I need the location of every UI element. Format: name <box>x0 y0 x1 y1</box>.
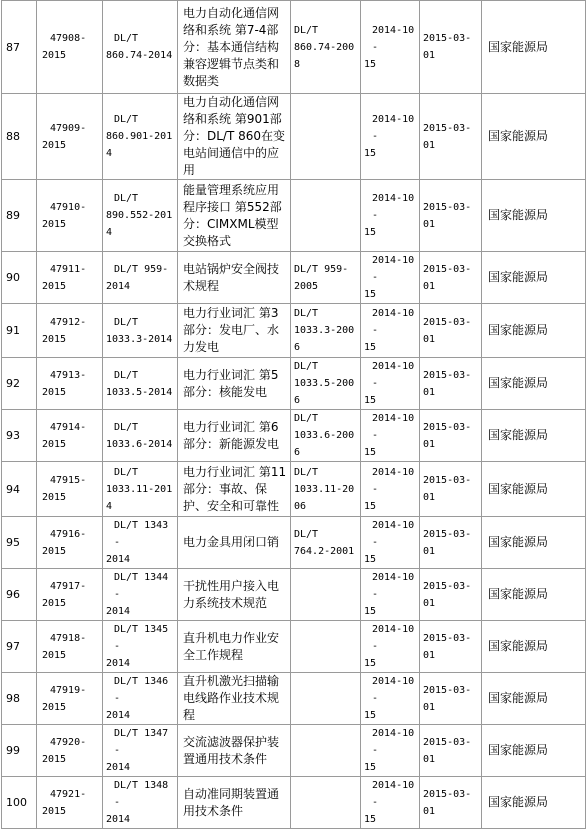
cell-code-a: DL/T <box>114 114 139 125</box>
cell-pub-b: 15 <box>364 447 377 458</box>
cell-pub-b: 15 <box>364 500 377 512</box>
table-row <box>2 621 586 673</box>
standard-title <box>178 252 291 304</box>
cell-rec-b: 2015 <box>42 805 67 817</box>
cell-code-b: 860.74-2014 <box>106 50 173 61</box>
cell-code-b: 2014 <box>106 814 131 825</box>
cell-code-b: 2014 <box>106 658 131 669</box>
standard-code <box>103 180 178 252</box>
standard-title <box>178 621 291 673</box>
implement-date <box>420 94 482 180</box>
cell-rec-a: 47916- <box>50 528 87 540</box>
cell-rep-b: 2005 <box>294 280 319 292</box>
cell-pub-b: 15 <box>364 227 377 238</box>
cell-dept: 国家能源局 <box>488 587 549 601</box>
cell-no: 93 <box>6 429 20 442</box>
cell-rec-a: 47920- <box>50 736 87 748</box>
table-row <box>2 569 586 621</box>
approving-department <box>482 180 586 252</box>
cell-impl-a: 2015-03- <box>423 33 472 44</box>
cell-impl-b: 01 <box>423 492 436 503</box>
cell-code-b: 890.552-2014 <box>106 210 173 238</box>
approving-department <box>482 1 586 94</box>
cell-rec-b: 2015 <box>42 280 67 292</box>
cell-impl-b: 01 <box>423 218 436 230</box>
approving-department <box>482 517 586 569</box>
standard-code <box>103 358 178 410</box>
table-row <box>2 304 586 358</box>
replaced-standard <box>291 304 361 358</box>
cell-title: 交流滤波器保护装置通用技术条件 <box>183 734 280 766</box>
cell-title: 电力行业词汇 第11部分：事故、保护、安全和可靠性 <box>183 464 287 513</box>
cell-impl-a: 2015-03- <box>423 528 472 540</box>
cell-rep-b: 1033.11-2006 <box>294 483 355 512</box>
standard-title <box>178 673 291 725</box>
cell-rec-b: 2015 <box>42 701 67 713</box>
cell-pub-b: 15 <box>364 342 377 353</box>
cell-impl-a: 2015-03- <box>423 421 472 433</box>
cell-pub-b: 15 <box>364 58 377 70</box>
cell-rec-a: 47909- <box>50 122 87 134</box>
cell-impl-a: 2015-03- <box>423 788 472 800</box>
cell-dept: 国家能源局 <box>488 270 549 284</box>
cell-code-a: DL/T <box>114 316 139 328</box>
cell-rec-a: 47914- <box>50 421 87 433</box>
cell-pub-a: 2014-10- <box>372 24 415 53</box>
cell-impl-a: 2015-03- <box>423 316 472 328</box>
record-number <box>37 569 103 621</box>
standard-code <box>103 462 178 517</box>
cell-impl-b: 01 <box>423 280 436 292</box>
standard-code <box>103 621 178 673</box>
cell-no: 92 <box>6 377 20 390</box>
standard-title <box>178 94 291 180</box>
cell-impl-b: 01 <box>423 545 436 557</box>
implement-date <box>420 304 482 358</box>
record-number <box>37 94 103 180</box>
cell-rec-a: 47912- <box>50 316 87 328</box>
table-row <box>2 517 586 569</box>
cell-title: 电力行业词汇 第3部分：发电厂、水力发电 <box>183 306 280 354</box>
cell-no: 99 <box>6 744 20 757</box>
cell-code-b: 1033.5-2014 <box>106 386 173 398</box>
replaced-standard <box>291 673 361 725</box>
row-number <box>2 673 37 725</box>
implement-date <box>420 725 482 777</box>
cell-impl-a: 2015-03- <box>423 475 472 486</box>
cell-rec-a: 47913- <box>50 369 87 381</box>
cell-pub-a: 2014-10- <box>372 193 415 221</box>
cell-impl-b: 01 <box>423 805 436 817</box>
cell-title: 干扰性用户接入电力系统技术规范 <box>183 578 280 610</box>
standard-code <box>103 94 178 180</box>
cell-no: 91 <box>6 324 20 337</box>
publish-date <box>361 725 420 777</box>
table-body <box>2 1 586 829</box>
replaced-standard <box>291 517 361 569</box>
replaced-standard <box>291 410 361 462</box>
cell-code-a: DL/T <box>114 33 139 44</box>
implement-date <box>420 410 482 462</box>
table-row <box>2 358 586 410</box>
row-number <box>2 252 37 304</box>
record-number <box>37 777 103 829</box>
replaced-standard <box>291 462 361 517</box>
implement-date <box>420 777 482 829</box>
cell-rec-a: 47911- <box>50 263 87 275</box>
record-number <box>37 462 103 517</box>
cell-rep-a: DL/T <box>294 24 319 36</box>
cell-dept: 国家能源局 <box>488 743 549 757</box>
cell-dept: 国家能源局 <box>488 376 549 390</box>
publish-date <box>361 517 420 569</box>
standard-code <box>103 1 178 94</box>
cell-code-a: DL/T 1345- <box>114 624 169 652</box>
cell-pub-a: 2014-10- <box>372 308 415 336</box>
table-row <box>2 180 586 252</box>
standard-code <box>103 410 178 462</box>
cell-impl-b: 01 <box>423 649 436 661</box>
approving-department <box>482 673 586 725</box>
cell-title: 电站锅炉安全阀技术规程 <box>183 261 280 293</box>
table-row <box>2 94 586 180</box>
cell-dept: 国家能源局 <box>488 795 549 809</box>
cell-no: 90 <box>6 271 20 284</box>
replaced-standard <box>291 94 361 180</box>
cell-no: 97 <box>6 640 20 653</box>
approving-department <box>482 252 586 304</box>
cell-impl-a: 2015-03- <box>423 201 472 213</box>
replaced-standard <box>291 621 361 673</box>
cell-title: 直升机电力作业安全工作规程 <box>183 630 280 662</box>
standard-code <box>103 673 178 725</box>
cell-rec-b: 2015 <box>42 438 67 450</box>
cell-rep-b: 1033.6-2006 <box>294 430 355 458</box>
cell-impl-b: 01 <box>423 386 436 398</box>
record-number <box>37 725 103 777</box>
standard-title <box>178 1 291 94</box>
cell-impl-a: 2015-03- <box>423 122 472 134</box>
cell-rec-b: 2015 <box>42 753 67 765</box>
replaced-standard <box>291 252 361 304</box>
standard-title <box>178 358 291 410</box>
cell-code-a: DL/T <box>114 466 139 478</box>
row-number <box>2 94 37 180</box>
implement-date <box>420 358 482 410</box>
record-number <box>37 517 103 569</box>
publish-date <box>361 621 420 673</box>
standard-title <box>178 569 291 621</box>
cell-dept: 国家能源局 <box>488 39 549 54</box>
cell-impl-a: 2015-03- <box>423 580 472 592</box>
cell-rec-b: 2015 <box>42 545 67 557</box>
table-row <box>2 673 586 725</box>
cell-code-b: 2014 <box>106 762 131 773</box>
cell-pub-a: 2014-10- <box>372 624 415 652</box>
record-number <box>37 304 103 358</box>
record-number <box>37 358 103 410</box>
cell-code-a: DL/T <box>114 421 139 433</box>
cell-code-b: 1033.3-2014 <box>106 333 173 345</box>
cell-pub-b: 15 <box>364 395 377 406</box>
cell-title: 电力行业词汇 第5部分：核能发电 <box>183 367 279 399</box>
standard-code <box>103 304 178 358</box>
cell-dept: 国家能源局 <box>488 639 549 653</box>
approving-department <box>482 725 586 777</box>
row-number <box>2 1 37 94</box>
row-number <box>2 462 37 517</box>
replaced-standard <box>291 777 361 829</box>
cell-impl-a: 2015-03- <box>423 369 472 381</box>
publish-date <box>361 358 420 410</box>
cell-pub-a: 2014-10- <box>372 255 415 283</box>
publish-date <box>361 410 420 462</box>
cell-rec-a: 47908- <box>50 33 87 44</box>
cell-no: 98 <box>6 692 20 705</box>
approving-department <box>482 462 586 517</box>
cell-code-b: 1033.11-2014 <box>106 483 173 512</box>
publish-date <box>361 1 420 94</box>
approving-department <box>482 569 586 621</box>
approving-department <box>482 304 586 358</box>
cell-rec-b: 2015 <box>42 386 67 398</box>
cell-rec-a: 47910- <box>50 201 87 213</box>
row-number <box>2 569 37 621</box>
cell-rec-a: 47921- <box>50 788 87 800</box>
cell-pub-b: 15 <box>364 606 377 617</box>
cell-title: 电力自动化通信网络和系统 第901部分：DL/T 860在变电站间通信中的应用 <box>183 95 286 177</box>
cell-rec-a: 47918- <box>50 632 87 644</box>
cell-impl-b: 01 <box>423 438 436 450</box>
cell-no: 89 <box>6 209 20 222</box>
approving-department <box>482 621 586 673</box>
implement-date <box>420 569 482 621</box>
approving-department <box>482 777 586 829</box>
cell-no: 95 <box>6 536 20 549</box>
cell-no: 94 <box>6 482 20 496</box>
cell-impl-b: 01 <box>423 753 436 765</box>
implement-date <box>420 180 482 252</box>
cell-no: 87 <box>6 40 20 54</box>
record-number <box>37 621 103 673</box>
replaced-standard <box>291 725 361 777</box>
approving-department <box>482 358 586 410</box>
cell-no: 96 <box>6 588 20 601</box>
record-number <box>37 1 103 94</box>
standard-code <box>103 569 178 621</box>
cell-code-a: DL/T 959- <box>114 263 169 275</box>
table-row <box>2 725 586 777</box>
approving-department <box>482 94 586 180</box>
cell-code-a: DL/T <box>114 369 139 381</box>
replaced-standard <box>291 569 361 621</box>
cell-title: 电力金具用闭口销 <box>183 535 280 549</box>
cell-impl-a: 2015-03- <box>423 684 472 696</box>
cell-rep-a: DL/T <box>294 528 319 540</box>
row-number <box>2 777 37 829</box>
standard-title <box>178 517 291 569</box>
cell-title: 自动准同期装置通用技术条件 <box>183 786 280 818</box>
cell-rec-a: 47919- <box>50 684 87 696</box>
cell-impl-a: 2015-03- <box>423 736 472 748</box>
cell-pub-a: 2014-10- <box>372 572 415 600</box>
cell-title: 直升机激光扫描输电线路作业技术规程 <box>183 674 280 722</box>
standard-title <box>178 180 291 252</box>
cell-rep-b: 860.74-2008 <box>294 41 355 70</box>
implement-date <box>420 517 482 569</box>
cell-rec-b: 2015 <box>42 218 67 230</box>
cell-dept: 国家能源局 <box>488 481 549 496</box>
publish-date <box>361 569 420 621</box>
standard-code <box>103 252 178 304</box>
standard-title <box>178 725 291 777</box>
cell-rep-a: DL/T <box>294 466 319 478</box>
row-number <box>2 725 37 777</box>
record-number <box>37 252 103 304</box>
row-number <box>2 180 37 252</box>
cell-dept: 国家能源局 <box>488 208 549 222</box>
cell-impl-b: 01 <box>423 50 436 61</box>
cell-code-b: 1033.6-2014 <box>106 438 173 450</box>
cell-title: 电力行业词汇 第6部分：新能源发电 <box>183 419 280 451</box>
standard-title <box>178 777 291 829</box>
cell-rep-a: DL/T <box>294 308 319 319</box>
publish-date <box>361 252 420 304</box>
table-row <box>2 410 586 462</box>
cell-rec-b: 2015 <box>42 50 67 61</box>
cell-rec-b: 2015 <box>42 139 67 151</box>
cell-pub-a: 2014-10- <box>372 676 415 704</box>
implement-date <box>420 252 482 304</box>
table-row <box>2 1 586 94</box>
cell-pub-b: 15 <box>364 658 377 669</box>
implement-date <box>420 1 482 94</box>
cell-impl-b: 01 <box>423 333 436 345</box>
cell-code-b: 2014 <box>106 606 131 617</box>
table-row <box>2 462 586 517</box>
cell-rec-b: 2015 <box>42 492 67 503</box>
row-number <box>2 410 37 462</box>
cell-rep-b: 1033.3-2006 <box>294 325 355 353</box>
cell-pub-b: 15 <box>364 289 377 300</box>
cell-pub-a: 2014-10- <box>372 413 415 441</box>
cell-no: 88 <box>6 130 20 143</box>
cell-rep-b: 764.2-2001 <box>294 545 355 557</box>
cell-code-a: DL/T <box>114 193 139 204</box>
approving-department <box>482 410 586 462</box>
replaced-standard <box>291 358 361 410</box>
table-row <box>2 252 586 304</box>
cell-code-a: DL/T 1346- <box>114 676 169 704</box>
record-number <box>37 180 103 252</box>
standard-title <box>178 304 291 358</box>
row-number <box>2 621 37 673</box>
cell-rec-a: 47917- <box>50 580 87 592</box>
cell-impl-b: 01 <box>423 139 436 151</box>
table-row <box>2 777 586 829</box>
cell-code-a: DL/T 1348- <box>114 780 169 808</box>
row-number <box>2 358 37 410</box>
row-number <box>2 517 37 569</box>
cell-pub-b: 15 <box>364 710 377 721</box>
cell-title: 能量管理系统应用程序接口 第552部分：CIMXML模型交换格式 <box>183 182 282 248</box>
publish-date <box>361 462 420 517</box>
record-number <box>37 673 103 725</box>
cell-rep-a: DL/T 959- <box>294 263 349 275</box>
cell-code-a: DL/T 1347- <box>114 728 169 756</box>
standard-code <box>103 777 178 829</box>
implement-date <box>420 621 482 673</box>
cell-pub-b: 15 <box>364 554 377 565</box>
cell-rep-b: 1033.5-2006 <box>294 378 355 406</box>
implement-date <box>420 462 482 517</box>
cell-dept: 国家能源局 <box>488 323 549 337</box>
standard-code <box>103 725 178 777</box>
cell-pub-b: 15 <box>364 148 377 159</box>
cell-code-b: 2014 <box>106 710 131 721</box>
replaced-standard <box>291 180 361 252</box>
cell-pub-a: 2014-10- <box>372 728 415 756</box>
cell-impl-a: 2015-03- <box>423 632 472 644</box>
standard-code <box>103 517 178 569</box>
cell-no: 100 <box>6 796 27 809</box>
standard-title <box>178 410 291 462</box>
cell-impl-b: 01 <box>423 597 436 609</box>
cell-rec-a: 47915- <box>50 475 87 486</box>
cell-impl-a: 2015-03- <box>423 263 472 275</box>
cell-code-b: 2014 <box>106 554 131 565</box>
publish-date <box>361 180 420 252</box>
cell-dept: 国家能源局 <box>488 535 549 549</box>
cell-pub-b: 15 <box>364 814 377 825</box>
cell-rec-b: 2015 <box>42 597 67 609</box>
publish-date <box>361 673 420 725</box>
row-number <box>2 304 37 358</box>
publish-date <box>361 94 420 180</box>
cell-rep-a: DL/T <box>294 361 319 372</box>
publish-date <box>361 304 420 358</box>
cell-pub-a: 2014-10- <box>372 361 415 389</box>
cell-impl-b: 01 <box>423 701 436 713</box>
cell-code-b: 860.901-2014 <box>106 131 173 159</box>
cell-dept: 国家能源局 <box>488 428 549 442</box>
cell-code-a: DL/T 1344- <box>114 572 169 600</box>
cell-rec-b: 2015 <box>42 333 67 345</box>
cell-rec-b: 2015 <box>42 649 67 661</box>
cell-dept: 国家能源局 <box>488 129 549 143</box>
cell-pub-a: 2014-10- <box>372 520 415 548</box>
cell-dept: 国家能源局 <box>488 691 549 705</box>
cell-code-a: DL/T 1343- <box>114 520 169 548</box>
record-number <box>37 410 103 462</box>
cell-code-b: 2014 <box>106 280 131 292</box>
cell-pub-a: 2014-10- <box>372 466 415 495</box>
cell-pub-b: 15 <box>364 762 377 773</box>
standard-title <box>178 462 291 517</box>
cell-rep-a: DL/T <box>294 413 319 424</box>
standards-record-table <box>1 0 586 829</box>
cell-pub-a: 2014-10- <box>372 780 415 808</box>
replaced-standard <box>291 1 361 94</box>
cell-title: 电力自动化通信网络和系统 第7-4部分：基本通信结构兼容逻辑节点类和数据类 <box>183 5 280 88</box>
publish-date <box>361 777 420 829</box>
cell-pub-a: 2014-10- <box>372 114 415 142</box>
implement-date <box>420 673 482 725</box>
